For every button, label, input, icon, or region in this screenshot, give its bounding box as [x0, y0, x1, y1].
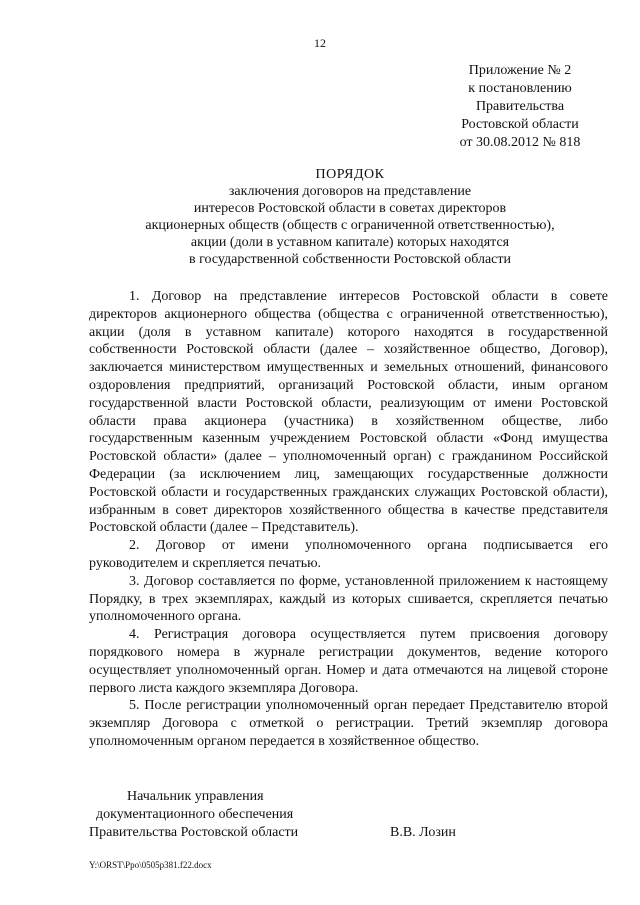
document-body	[89, 288, 608, 751]
appendix-line: от 30.08.2012 № 818	[459, 135, 581, 150]
document-subtitle	[0, 183, 640, 268]
appendix-line: Ростовской области	[461, 117, 579, 132]
paragraph-5: 5. После регистрации уполномоченный орган передает Представителю второй экземпляр Договора с отметкой о регистрации. Третий экземпляр договора уполномоченным органом передается в хозяйственное общество.	[89, 698, 608, 749]
appendix-line: Приложение № 2	[468, 63, 572, 78]
subtitle-line: акционерных обществ (обществ с ограниченной ответственностью),	[145, 218, 555, 233]
signatory-title-line: Начальник управления	[127, 789, 264, 804]
signatory-organization: Правительства Ростовской области	[89, 825, 299, 840]
paragraph-2: 2. Договор от имени уполномоченного органа подписывается его руководителем и скрепляется печатью.	[89, 538, 608, 571]
subtitle-line: заключения договоров на представление	[228, 184, 472, 199]
subtitle-line: акции (доли в уставном капитале) которых находятся	[190, 235, 510, 250]
file-path: Y:\ORST\Ppo\0505p381.f22.docx	[89, 860, 212, 870]
paragraph-4: 4. Регистрация договора осуществляется путем присвоения договору порядкового номера в журнале регистрации документов, ведение которого осуществляет уполномоченный орган. Номер и дата отмечаются на лицевой стороне первого листа каждого экземпляра Договора.	[89, 627, 608, 696]
appendix-line: к постановлению	[468, 81, 572, 96]
paragraph-1: 1. Договор на представление интересов Ростовской области в совете директоров акционерного общества (общества с ограниченной ответственностью), акции (доля в уставном капитале) которого находятся в государственной собственности Ростовской области (далее – хозяйственное общество, Договор), заключается министерством имущественных и земельных отношений, финансового оздоровления предприятий, организаций Ростовской области, иным органом государственной власти Ростовской области, реализующим от имени Ростовской области права акционера (участника) в хозяйственном обществе, либо государственным казенным учреждением Ростовской области «Фонд имущества Ростовской области» (далее – уполномоченный орган) с гражданином Российской Федерации (за исключением лиц, замещающих государственные должности Ростовской области и государственных гражданских служащих Ростовской области), избранным в совет директоров хозяйственного общества в качестве представителя Ростовской области (далее – Представитель).	[89, 289, 608, 536]
appendix-line: Правительства	[475, 99, 565, 114]
paragraph-3: 3. Договор составляется по форме, установленной приложением к настоящему Порядку, в трех экземплярах, каждый из которых сшивается, скрепляется печатью уполномоченного органа.	[89, 573, 608, 625]
signatory-title-line: документационного обеспечения	[96, 807, 294, 822]
document-title: ПОРЯДОК	[315, 167, 385, 182]
appendix-header	[440, 62, 600, 152]
page-number: 12	[314, 36, 326, 50]
signer-name: В.В. Лозин	[390, 825, 456, 840]
signature-block	[89, 788, 589, 842]
signatory-title-line	[89, 824, 589, 842]
subtitle-line: в государственной собственности Ростовской области	[188, 252, 511, 267]
subtitle-line: интересов Ростовской области в советах директоров	[193, 201, 507, 216]
